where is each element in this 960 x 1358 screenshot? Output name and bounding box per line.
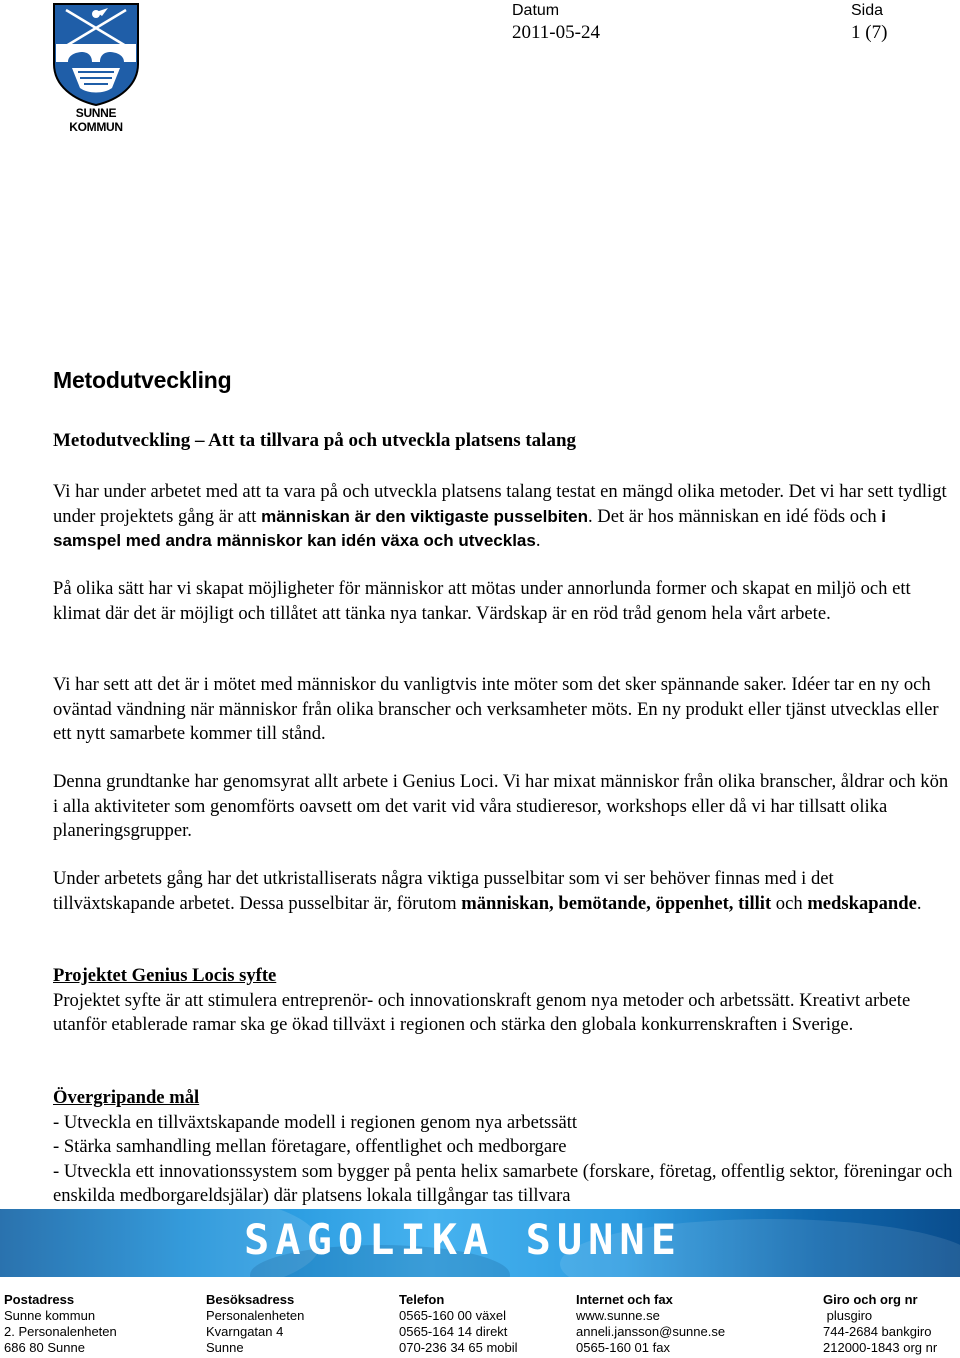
paragraph-meetings: Vi har sett att det är i mötet med människor du vanligtvis inte möter som det sker spännande saker. Idéer tar en ny och oväntad vändning när människor från olika branscher och verksamheter möts. En ny produkt eller tjänst utvecklas eller ett nytt samarbete kommer till stånd. bbox=[53, 674, 939, 744]
page-title: Metodutveckling bbox=[53, 367, 232, 393]
banner-text: SAGOLIKA SUNNE bbox=[244, 1215, 683, 1264]
footer-giro bbox=[823, 1292, 937, 1356]
footer-line: 744-2684 bankgiro bbox=[823, 1324, 932, 1339]
footer-internet bbox=[576, 1292, 725, 1356]
sunne-kommun-logo bbox=[52, 2, 140, 122]
footer-line: Personalenheten bbox=[206, 1308, 305, 1323]
document-subtitle: Metodutveckling – Att ta tillvara på och utveckla platsens talang bbox=[53, 430, 577, 451]
bold-run: människan, bemötande, öppenhet, tillit bbox=[461, 892, 772, 914]
footer-line: 0565-160 01 fax bbox=[576, 1340, 670, 1355]
coat-of-arms-icon bbox=[52, 2, 140, 106]
paragraph-meeting-places: På olika sätt har vi skapat möjligheter för människor att mötas under annorlunda former och skapat en miljö och ett klimat där det är möjligt och tillåtet att tänka nya tankar. Värdskap är en röd tråd genom hela vårt arbete. bbox=[53, 578, 911, 624]
section-purpose bbox=[53, 964, 953, 1038]
bold-run: människan är den viktigaste pusselbiten bbox=[261, 506, 588, 526]
sida-label: Sida bbox=[851, 2, 884, 19]
paragraph-genius-loci: Denna grundtanke har genomsyrat allt arbete i Genius Loci. Vi har mixat människor från olika branscher, åldrar och kön i alla aktiviteter som genomförts oavsett om det varit vid våra studieresor, workshops eller då vi har tillsatt olika planeringsgrupper. bbox=[53, 771, 949, 841]
datum-label: Datum bbox=[512, 2, 560, 19]
email-link[interactable]: anneli.jansson@sunne.se bbox=[576, 1324, 726, 1339]
sida-value: 1 (7) bbox=[851, 22, 888, 43]
section-heading-purpose: Projektet Genius Locis syfte bbox=[53, 965, 277, 986]
footer-besoksadress bbox=[206, 1292, 304, 1356]
footer-heading: Postadress bbox=[4, 1292, 75, 1307]
bold-run: medskapande bbox=[807, 892, 917, 914]
text-run: . bbox=[535, 530, 541, 551]
footer-line: 0565-164 14 direkt bbox=[399, 1324, 508, 1339]
text-run: . Det är hos människan en idé föds och bbox=[587, 505, 882, 527]
footer-heading: Giro och org nr bbox=[823, 1292, 918, 1307]
section-goals bbox=[53, 1086, 953, 1209]
footer-line: 212000-1843 org nr bbox=[823, 1340, 938, 1355]
text-run: och bbox=[771, 892, 808, 914]
paragraph-intro bbox=[53, 480, 953, 554]
text-run: Vi har under arbetet med att ta vara på och utveckla platsens talang testat en mängd olika metoder. Det vi har sett tydligt under projektets gång är att bbox=[53, 481, 947, 527]
datum-value: 2011-05-24 bbox=[512, 22, 600, 43]
footer-line: 2. Personalenheten bbox=[4, 1324, 117, 1339]
bold-run: i samspel med andra människor kan idén växa och utvecklas bbox=[53, 506, 886, 550]
purpose-text: Projektet syfte är att stimulera entreprenör- och innovationskraft genom nya metoder och arbetssätt. Kreativt arbete utanför etablerade ramar ska ge ökad tillväxt i regionen och stärka den globala konkurrenskraften i Sverige. bbox=[53, 989, 911, 1035]
paragraph-puzzle-pieces bbox=[53, 867, 953, 916]
website-link[interactable]: www.sunne.se bbox=[576, 1308, 660, 1323]
footer-line: 070-236 34 65 mobil bbox=[399, 1340, 518, 1355]
footer-heading: Besöksadress bbox=[206, 1292, 295, 1307]
text-run: Under arbetets gång har det utkristalliserats några viktiga pusselbitar som vi ser behöver finnas med i det tillväxtskapande arbetet. Dessa pusselbitar är, förutom bbox=[53, 868, 834, 914]
footer-telefon bbox=[399, 1292, 518, 1356]
goal-item: - Utveckla ett innovationssystem som bygger på penta helix samarbete (forskare, företag, offentlig sektor, föreningar och enskilda medborgareldsjälar) där platsens lokala tillgångar tas tillvara bbox=[53, 1160, 953, 1206]
footer-line: 0565-160 00 växel bbox=[399, 1308, 506, 1323]
footer-postadress bbox=[4, 1292, 117, 1356]
footer-heading: Telefon bbox=[399, 1292, 445, 1307]
logo-text: SUNNE KOMMUN bbox=[69, 106, 123, 134]
footer-line: plusgiro bbox=[823, 1308, 873, 1323]
footer-line: 686 80 Sunne bbox=[4, 1340, 85, 1355]
footer-line: Kvarngatan 4 bbox=[206, 1324, 284, 1339]
goal-item: - Utveckla en tillväxtskapande modell i regionen genom nya arbetssätt bbox=[53, 1111, 578, 1133]
sagolika-sunne-banner bbox=[0, 1209, 960, 1277]
footer-line: Sunne bbox=[206, 1340, 244, 1355]
section-heading-goals: Övergripande mål bbox=[53, 1087, 200, 1108]
footer-line: Sunne kommun bbox=[4, 1308, 96, 1323]
goal-item: - Stärka samhandling mellan företagare, offentlighet och medborgare bbox=[53, 1136, 567, 1157]
text-run: . bbox=[916, 892, 922, 914]
footer-heading: Internet och fax bbox=[576, 1292, 673, 1307]
